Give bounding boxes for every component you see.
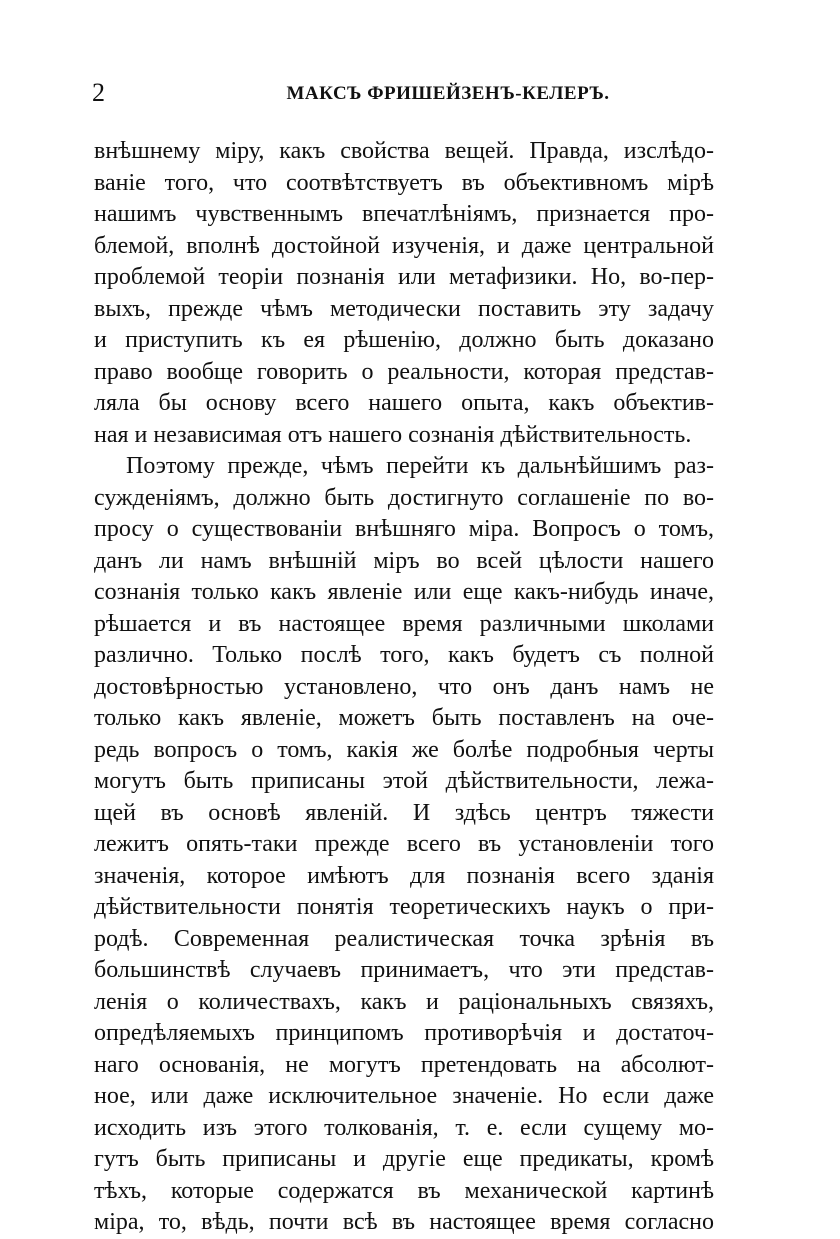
text-line: право вообще говорить о реальности, которая представ- <box>94 358 714 385</box>
text-line: опредѣляемыхъ принципомъ противорѣчія и достаточ- <box>94 1020 714 1046</box>
text-line: ленія о количествахъ, какъ и раціональныхъ связяхъ, <box>94 988 714 1015</box>
text-line: данъ ли намъ внѣшній міръ во всей цѣлости нашего <box>94 547 714 574</box>
text-line: ляла бы основу всего нашего опыта, какъ объектив- <box>94 390 714 416</box>
text-line: щей въ основѣ явленій. И здѣсь центръ тяжести <box>94 799 714 826</box>
text-line: блемой, вполнѣ достойной изученія, и даже центральной <box>94 232 714 259</box>
text-line: родѣ. Современная реалистическая точка зрѣнія въ <box>94 925 714 952</box>
text-line: внѣшнему міру, какъ свойства вещей. Правда, изслѣдо- <box>94 138 714 164</box>
text-line: Поэтому прежде, чѣмъ перейти къ дальнѣйшимъ раз- <box>126 453 714 479</box>
text-line: нашимъ чувственнымъ впечатлѣніямъ, признается про- <box>94 201 714 227</box>
text-line: ное, или даже исключительное значеніе. Но если даже <box>94 1083 714 1109</box>
text-line: различно. Только послѣ того, какъ будетъ съ полной <box>94 642 714 668</box>
text-line: сужденіямъ, должно быть достигнуто соглашеніе по во- <box>94 484 714 511</box>
text-line: и приступить къ ея рѣшенію, должно быть доказано <box>94 327 714 353</box>
text-line: рѣшается и въ настоящее время различными школами <box>94 610 714 637</box>
text-line: лежитъ опять-таки прежде всего въ установленіи того <box>94 831 714 857</box>
text-line: наго основанія, не могутъ претендовать на абсолют- <box>94 1051 714 1078</box>
text-line: ная и независимая отъ нашего сознанія дѣйствительность. <box>94 421 692 448</box>
body-text <box>94 136 714 1239</box>
text-line: большинствѣ случаевъ принимаетъ, что эти представ- <box>94 957 714 983</box>
text-line: сознанія только какъ явленіе или еще какъ-нибудь иначе, <box>94 579 714 605</box>
text-line: міра, то, вѣдь, почти всѣ въ настоящее время согласно <box>94 1209 714 1235</box>
text-line: могутъ быть приписаны этой дѣйствительности, лежа- <box>94 768 714 794</box>
text-line: значенія, которое имѣютъ для познанія всего зданія <box>94 862 714 889</box>
text-line: исходить изъ этого толкованія, т. е. если сущему мо- <box>94 1114 714 1141</box>
text-line: ваніе того, что соотвѣтствуетъ въ объективномъ мірѣ <box>94 169 714 196</box>
text-line: проблемой теоріи познанія или метафизики. Но, во-пер- <box>94 264 714 290</box>
text-line: только какъ явленіе, можетъ быть поставленъ на оче- <box>94 705 714 731</box>
text-line: дѣйствительности понятія теоретическихъ наукъ о при- <box>94 894 714 920</box>
running-head: МАКСЪ ФРИШЕЙЗЕНЪ-КЕЛЕРЪ. <box>286 83 610 104</box>
text-line: выхъ, прежде чѣмъ методически поставить эту задачу <box>94 295 714 322</box>
text-line: достовѣрностью установлено, что онъ данъ намъ не <box>94 673 714 700</box>
text-line: гутъ быть приписаны и другіе еще предикаты, кромѣ <box>94 1146 714 1172</box>
text-line: просу о существованіи внѣшняго міра. Вопросъ о томъ, <box>94 516 714 542</box>
page-number: 2 <box>92 78 105 107</box>
text-line: тѣхъ, которые содержатся въ механической картинѣ <box>94 1177 714 1204</box>
text-line: редь вопросъ о томъ, какія же болѣе подробныя черты <box>94 736 714 763</box>
